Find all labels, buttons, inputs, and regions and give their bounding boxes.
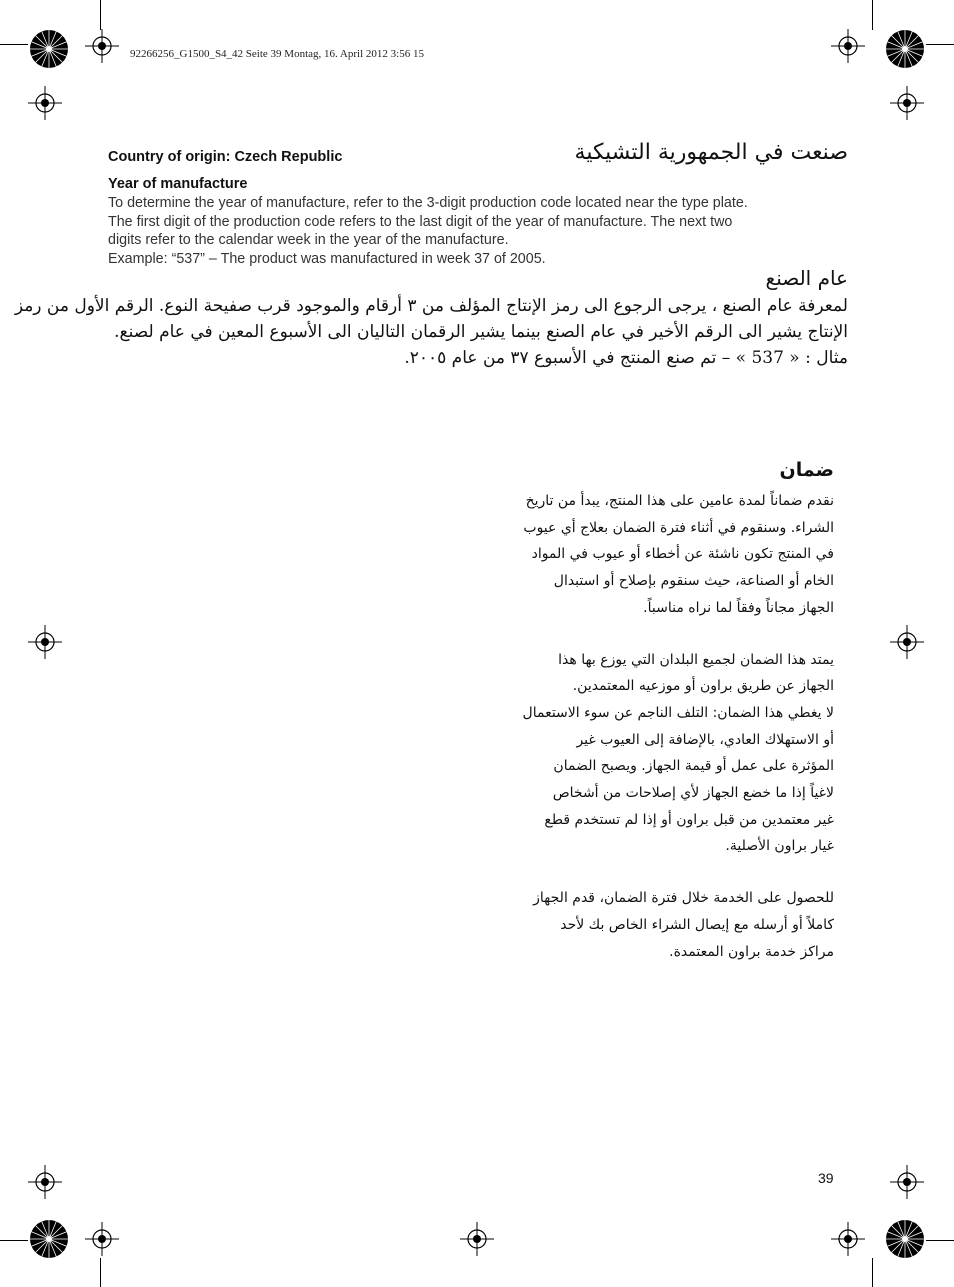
crop-line <box>872 1258 873 1287</box>
crop-line <box>100 0 101 30</box>
text-line: لمعرفة عام الصنع ، يرجى الرجوع الى رمز الإنتاج المؤلف من ٣ أرقام والموجود قرب صفيحة النوع. الرقم الأول من رمز <box>14 296 848 316</box>
registration-mark-icon <box>460 1222 494 1256</box>
registration-mark-icon <box>85 29 119 63</box>
print-header: 92266256_G1500_S4_42 Seite 39 Montag, 16. April 2012 3:56 15 <box>130 48 424 60</box>
text-line: To determine the year of manufacture, refer to the 3-digit production code located near the type plate. <box>108 195 748 211</box>
text-line: digits refer to the calendar week in the year of the manufacture. <box>108 232 509 249</box>
arabic-year-heading: عام الصنع <box>765 266 848 290</box>
arabic-year-text <box>14 293 848 371</box>
registration-mark-icon <box>890 1165 924 1199</box>
registration-mark-icon <box>890 625 924 659</box>
text-line: الجهاز عن طريق براون أو موزعيه المعتمدين. <box>572 678 834 695</box>
text-line: الجهاز مجاناً وفقاً لما نراه مناسباً. <box>643 599 834 616</box>
guarantee-paragraph <box>474 885 834 965</box>
text-line: Example: “537” – The product was manufactured in week 37 of 2005. <box>108 250 546 267</box>
page-number: 39 <box>818 1170 834 1186</box>
text-line: مثال : « 537 » – تم صنع المنتج في الأسبوع ٣٧ من عام ٢٠٠٥. <box>404 348 848 368</box>
guarantee-heading: ضمان <box>779 459 834 481</box>
registration-mark-icon <box>890 86 924 120</box>
crop-line <box>926 44 954 45</box>
crop-line <box>0 44 28 45</box>
starburst-mark-icon <box>29 1219 69 1259</box>
registration-mark-icon <box>831 29 865 63</box>
text-line: الخام أو الصناعة، حيث سنقوم بإصلاح أو استبدال <box>553 573 834 590</box>
year-of-manufacture-heading: Year of manufacture <box>108 176 248 192</box>
starburst-mark-icon <box>29 29 69 69</box>
registration-mark-icon <box>831 1222 865 1256</box>
text-line: مراكز خدمة براون المعتمدة. <box>669 943 834 960</box>
text-line: غيار براون الأصلية. <box>725 838 834 855</box>
starburst-mark-icon <box>885 29 925 69</box>
crop-line <box>872 0 873 30</box>
starburst-mark-icon <box>885 1219 925 1259</box>
text-line: كاملاً أو أرسله مع إيصال الشراء الخاص بك لأحد <box>560 916 834 933</box>
text-line: غير معتمدين من قبل براون أو إذا لم تستخدم قطع <box>544 811 834 828</box>
country-of-origin-english: Country of origin: Czech Republic <box>108 149 343 165</box>
guarantee-paragraph <box>474 488 834 622</box>
crop-line <box>100 1258 101 1287</box>
text-line: نقدم ضماناً لمدة عامين على هذا المنتج، يبدأ من تاريخ <box>525 493 834 509</box>
text-line: للحصول على الخدمة خلال فترة الضمان، قدم الجهاز <box>533 890 834 907</box>
text-line: المؤثرة على عمل أو قيمة الجهاز. ويصبح الضمان <box>553 758 834 775</box>
text-line: لاغياً إذا ما خضع الجهاز لأي إصلاحات من أشخاص <box>552 785 834 802</box>
text-line: لا يغطي هذا الضمان: التلف الناجم عن سوء الاستعمال <box>522 704 834 721</box>
text-line: The first digit of the production code refers to the last digit of the year of manufacture. The next two <box>108 213 733 230</box>
country-of-origin-arabic: صنعت في الجمهورية التشيكية <box>574 140 848 165</box>
text-line: يمتد هذا الضمان لجميع البلدان التي يوزع بها هذا <box>558 651 834 668</box>
guarantee-text <box>474 488 834 990</box>
crop-line <box>0 1240 28 1241</box>
registration-mark-icon <box>85 1222 119 1256</box>
text-line: في المنتج تكون ناشئة عن أخطاء أو عيوب في المواد <box>531 546 834 563</box>
crop-line <box>926 1240 954 1241</box>
registration-mark-icon <box>28 86 62 120</box>
text-line: أو الاستهلاك العادي، بالإضافة إلى العيوب غير <box>576 731 834 748</box>
registration-mark-icon <box>28 625 62 659</box>
text-line: الإنتاج يشير الى الرقم الأخير في عام الصنع بينما يشير الرقمان التاليان الى الأسبوع المعين في عام لصنع. <box>114 322 848 342</box>
text-line: الشراء. وسنقوم في أثناء فترة الضمان بعلاج أي عيوب <box>523 519 834 536</box>
registration-mark-icon <box>28 1165 62 1199</box>
year-of-manufacture-text <box>108 194 853 268</box>
guarantee-paragraph <box>474 647 834 861</box>
